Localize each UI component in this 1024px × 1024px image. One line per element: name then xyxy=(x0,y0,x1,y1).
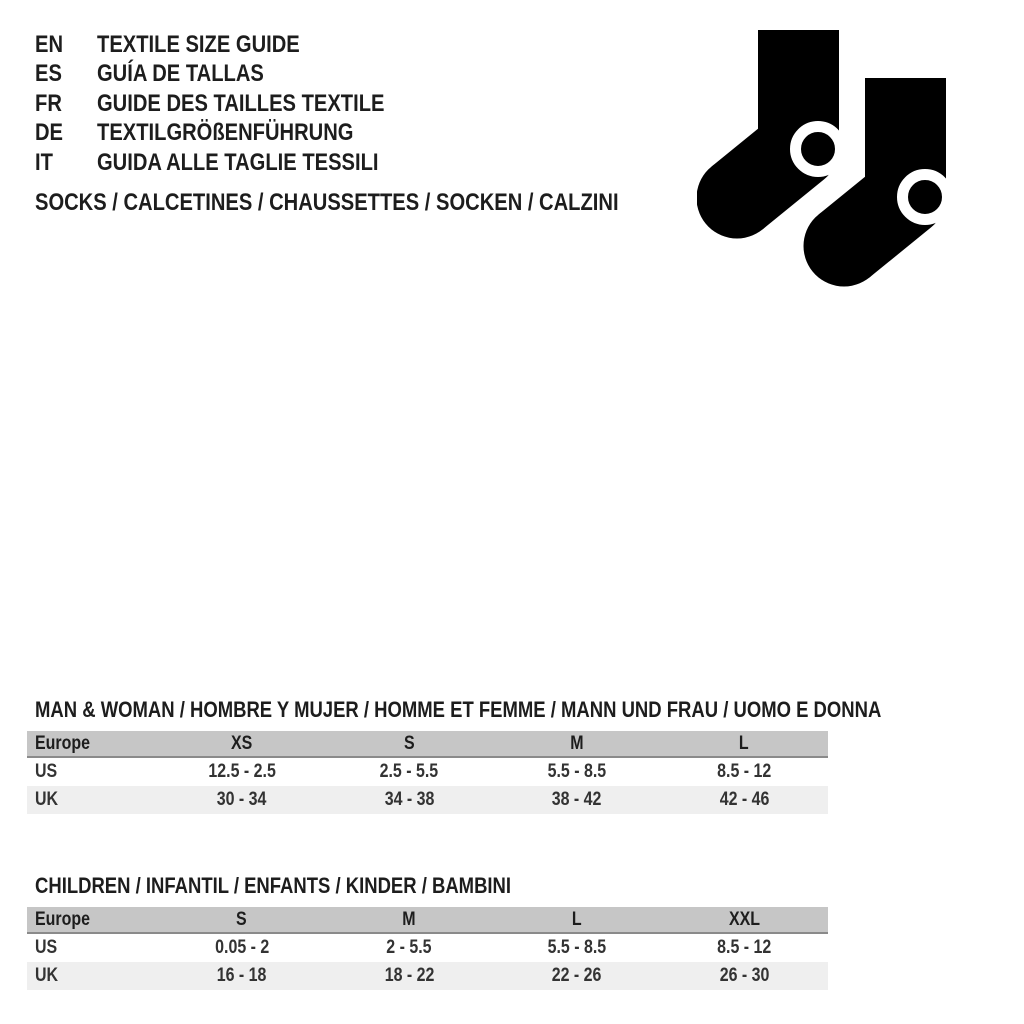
row-label: UK xyxy=(35,789,59,810)
size-table-section-man-woman xyxy=(27,697,882,814)
size-value: 8.5 - 12 xyxy=(717,761,772,782)
language-row-en xyxy=(35,30,439,60)
language-row-de xyxy=(35,119,439,149)
size-table-section-children xyxy=(27,875,828,990)
language-label: GUIDA ALLE TAGLIE TESSILI xyxy=(97,148,379,176)
language-code: IT xyxy=(35,148,53,176)
size-value: 16 - 18 xyxy=(216,965,267,986)
column-header-l: L xyxy=(739,732,750,754)
column-header-m: M xyxy=(570,732,584,754)
language-row-fr xyxy=(35,89,439,119)
column-header-europe: Europe xyxy=(35,732,90,754)
language-label: TEXTILGRÖßENFÜHRUNG xyxy=(97,119,354,147)
column-header-xxl: XXL xyxy=(728,908,760,930)
size-value: 2.5 - 5.5 xyxy=(379,761,439,782)
row-label: UK xyxy=(35,965,59,986)
row-label: US xyxy=(35,937,58,958)
language-row-es xyxy=(35,60,439,90)
product-category-title: SOCKS / CALCETINES / CHAUSSETTES / SOCKEN / CALZINI xyxy=(35,189,619,216)
size-value: 34 - 38 xyxy=(384,789,435,810)
table-row-us xyxy=(27,933,828,962)
language-code: FR xyxy=(35,89,62,117)
column-header-europe: Europe xyxy=(35,908,90,930)
column-header-s: S xyxy=(403,732,415,754)
language-label: GUÍA DE TALLAS xyxy=(97,60,264,88)
socks-icon xyxy=(697,30,955,288)
size-value: 0.05 - 2 xyxy=(214,937,269,958)
size-value: 38 - 42 xyxy=(551,789,602,810)
size-value: 12.5 - 2.5 xyxy=(208,761,276,782)
sock-back xyxy=(697,30,841,239)
table-row-us xyxy=(27,757,828,786)
size-value: 30 - 34 xyxy=(216,789,267,810)
size-value: 22 - 26 xyxy=(551,965,602,986)
table-title: CHILDREN / INFANTIL / ENFANTS / KINDER / BAMBINI xyxy=(35,873,512,898)
size-value: 26 - 30 xyxy=(719,965,770,986)
table-header-row xyxy=(27,907,828,933)
column-header-s: S xyxy=(236,908,248,930)
column-header-xs: XS xyxy=(231,732,253,754)
language-row-it xyxy=(35,148,439,178)
column-header-l: L xyxy=(571,908,582,930)
size-table xyxy=(27,907,828,990)
language-code: ES xyxy=(35,60,62,88)
table-row-uk xyxy=(27,786,828,814)
size-value: 18 - 22 xyxy=(384,965,435,986)
column-header-m: M xyxy=(402,908,416,930)
table-row-uk xyxy=(27,962,828,990)
language-list xyxy=(35,30,439,178)
table-title: MAN & WOMAN / HOMBRE Y MUJER / HOMME ET FEMME / MANN UND FRAU / UOMO E DONNA xyxy=(35,697,882,722)
language-code: DE xyxy=(35,119,64,147)
size-value: 42 - 46 xyxy=(719,789,770,810)
language-label: TEXTILE SIZE GUIDE xyxy=(97,30,300,58)
row-label: US xyxy=(35,761,58,782)
language-code: EN xyxy=(35,30,64,58)
size-value: 5.5 - 8.5 xyxy=(547,761,607,782)
table-header-row xyxy=(27,731,828,757)
size-value: 5.5 - 8.5 xyxy=(547,937,607,958)
size-value: 8.5 - 12 xyxy=(717,937,772,958)
size-value: 2 - 5.5 xyxy=(386,937,432,958)
size-table xyxy=(27,731,828,814)
language-label: GUIDE DES TAILLES TEXTILE xyxy=(97,89,385,117)
